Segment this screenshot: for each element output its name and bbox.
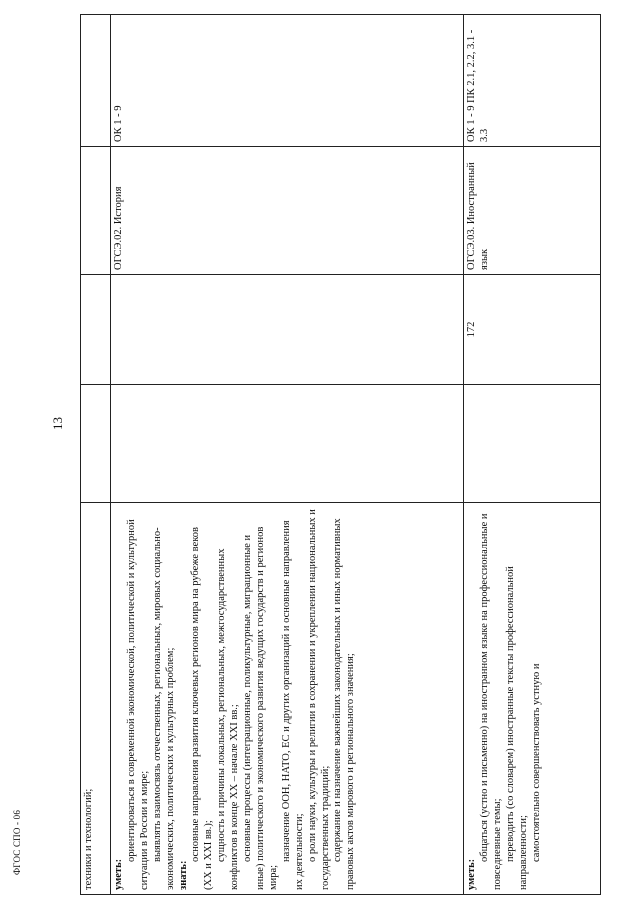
discipline-name-cell <box>81 147 111 275</box>
description-line: ориентироваться в современной экономической, политической и культурной ситуации в России и мире; <box>125 519 150 890</box>
hours-cell: 172 <box>464 275 601 385</box>
table-row <box>464 15 601 895</box>
hours-cell <box>81 275 111 385</box>
description-line: назначение ООН, НАТО, ЕС и других организаций и основные направления их деятельности; <box>280 520 305 890</box>
competencies-cell <box>81 15 111 147</box>
empty-cell <box>111 385 464 503</box>
discipline-table <box>80 14 601 895</box>
table-row <box>111 15 464 895</box>
description-line: основные направления развития ключевых регионов мира на рубеже веков (XX и XXI вв.); <box>190 526 215 890</box>
rotated-table-wrapper <box>80 15 600 895</box>
knowledge-heading: знать: <box>177 860 189 890</box>
empty-cell <box>81 385 111 503</box>
discipline-name-cell: ОГСЭ.03. Иностранный язык <box>464 147 601 275</box>
table-row <box>81 15 111 895</box>
description-cell <box>81 503 111 895</box>
description-line: техники и технологий; <box>83 788 94 890</box>
skills-heading: уметь: <box>113 858 124 890</box>
footer-code: ФГОС СПО - 06 <box>12 809 22 875</box>
description-line: основные процессы (интеграционные, поликультурные, миграционные и иные) политического и экономического развития ведущих государств и регионов мира; <box>242 526 279 890</box>
page-number: 13 <box>50 417 65 430</box>
description-cell <box>464 503 601 895</box>
description-cell <box>111 503 464 895</box>
description-line: содержание и назначение важнейших законодательных и иных нормативных правовых актов мирового и регионального значения; <box>332 518 357 890</box>
description-line: о роли науки, культуры и религии в сохранении и укреплении национальных и государственных традиций; <box>306 509 331 890</box>
competencies-cell: ОК 1 - 9 ПК 2.1, 2.2, 3.1 - 3.3 <box>464 15 601 147</box>
empty-cell <box>464 385 601 503</box>
hours-cell <box>111 275 464 385</box>
skills-heading: уметь: <box>466 858 477 890</box>
description-line: общаться (устно и письменно) на иностранном языке на профессиональные и повседневные темы; <box>478 513 503 890</box>
description-line: сущность и причины локальных, региональных, межгосударственных конфликтов в конце XX – начале XXI вв.; <box>216 548 241 890</box>
description-line: выявлять взаимосвязь отечественных, региональных, мировых социально-экономических, политических и культурных проблем; <box>151 527 176 890</box>
description-line: самостоятельно совершенствовать устную и <box>530 663 542 862</box>
description-line: переводить (со словарем) иностранные тексты профессиональной направленности; <box>504 566 529 890</box>
competencies-cell: ОК 1 - 9 <box>111 15 464 147</box>
discipline-name-cell: ОГСЭ.02. История <box>111 147 464 275</box>
